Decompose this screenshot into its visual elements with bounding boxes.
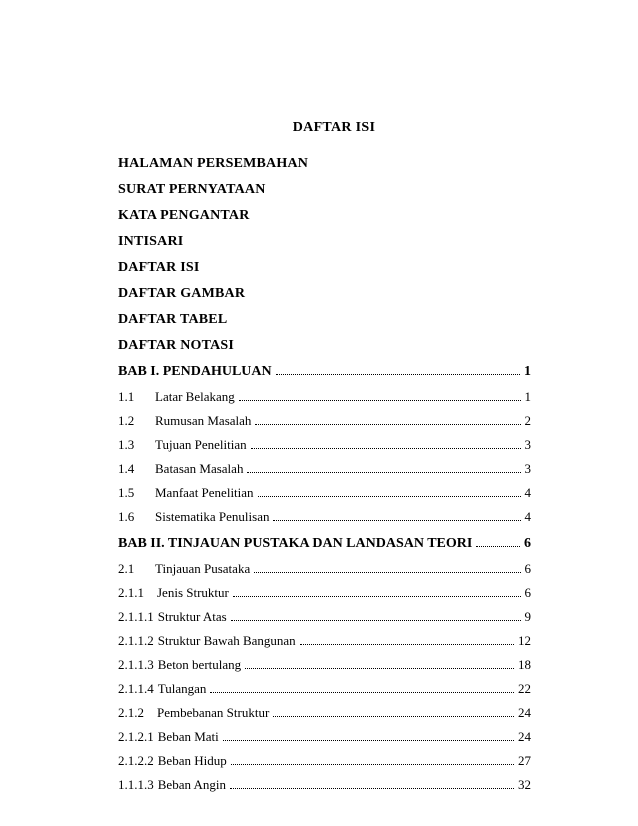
toc-number: 2.1.2.1 <box>118 729 154 744</box>
toc-label: Struktur Atas <box>157 609 227 624</box>
toc-entry <box>118 681 531 697</box>
leader-dots <box>230 787 514 789</box>
toc-page-number: 6 <box>524 536 531 551</box>
toc-page-number: 32 <box>518 777 531 792</box>
toc-page-number: 2 <box>524 413 531 428</box>
leader-dots <box>276 373 520 375</box>
leader-dots <box>258 495 521 497</box>
toc-number: 2.1.1.4 <box>118 681 154 696</box>
toc-label: Batasan Masalah <box>155 461 244 476</box>
leader-dots <box>210 691 514 693</box>
toc-number: 1.1.1.3 <box>118 777 154 792</box>
toc-entry <box>118 609 531 625</box>
front-matter-item: INTISARI <box>118 234 184 249</box>
toc-entry <box>118 461 531 477</box>
toc-label: Manfaat Penelitian <box>155 485 254 500</box>
toc-number: 2.1.2 <box>118 705 144 720</box>
toc-number: 1.1 <box>118 389 135 404</box>
toc-number: 2.1 <box>118 561 135 576</box>
leader-dots <box>476 545 520 547</box>
front-matter-item: DAFTAR NOTASI <box>118 338 235 353</box>
leader-dots <box>231 763 514 765</box>
front-matter-item: DAFTAR GAMBAR <box>118 286 246 301</box>
toc-page-number: 27 <box>518 753 531 768</box>
toc-chapter-entry <box>118 364 531 380</box>
toc-label: Struktur Bawah Bangunan <box>157 633 296 648</box>
toc-page-number: 1 <box>524 364 531 379</box>
leader-dots <box>273 715 514 717</box>
toc-number: 2.1.1 <box>118 585 144 600</box>
front-matter-item: HALAMAN PERSEMBAHAN <box>118 156 309 171</box>
toc-label: Latar Belakang <box>155 389 235 404</box>
toc-entry <box>118 561 531 577</box>
toc-label: Tujuan Penelitian <box>155 437 247 452</box>
toc-entry <box>118 509 531 525</box>
toc-entry <box>118 389 531 405</box>
toc-entry <box>118 753 531 769</box>
toc-page-number: 18 <box>518 657 531 672</box>
leader-dots <box>223 739 514 741</box>
toc-label: Beban Angin <box>157 777 226 792</box>
front-matter-item: SURAT PERNYATAAN <box>118 182 266 197</box>
toc-page-number: 4 <box>524 485 531 500</box>
front-matter-item: DAFTAR ISI <box>118 260 200 275</box>
leader-dots <box>254 571 520 573</box>
toc-number: 2.1.1.2 <box>118 633 154 648</box>
toc-page-number: 6 <box>524 561 531 576</box>
toc-number: 2.1.1.3 <box>118 657 154 672</box>
toc-number: 1.3 <box>118 437 135 452</box>
front-matter-item: KATA PENGANTAR <box>118 208 250 223</box>
toc-label: Pembebanan Struktur <box>157 705 270 720</box>
toc-page-number: 3 <box>524 437 531 452</box>
leader-dots <box>255 423 520 425</box>
leader-dots <box>231 619 521 621</box>
leader-dots <box>247 471 520 473</box>
toc-label: Tinjauan Pusataka <box>155 561 251 576</box>
toc-entry <box>118 485 531 501</box>
leader-dots <box>233 595 521 597</box>
toc-number: 1.4 <box>118 461 135 476</box>
toc-chapter-entry <box>118 536 531 552</box>
toc-page-number: 3 <box>524 461 531 476</box>
toc-label: Rumusan Masalah <box>155 413 252 428</box>
toc-label: Jenis Struktur <box>157 585 229 600</box>
toc-entry <box>118 657 531 673</box>
leader-dots <box>239 399 521 401</box>
front-matter-item: DAFTAR TABEL <box>118 312 228 327</box>
toc-number: 2.1.1.1 <box>118 609 154 624</box>
toc-label: Beban Hidup <box>157 753 227 768</box>
toc-label: Beban Mati <box>157 729 219 744</box>
toc-label: BAB I. PENDAHULUAN <box>118 364 272 379</box>
page-title: DAFTAR ISI <box>292 120 376 135</box>
leader-dots <box>251 447 521 449</box>
toc-page-number: 1 <box>524 389 531 404</box>
toc-entry <box>118 585 531 601</box>
toc-entry <box>118 705 531 721</box>
leader-dots <box>273 519 520 521</box>
toc-number: 1.6 <box>118 509 135 524</box>
leader-dots <box>245 667 514 669</box>
toc-page-number: 24 <box>518 729 531 744</box>
toc-entry <box>118 729 531 745</box>
toc-page-number: 24 <box>518 705 531 720</box>
toc-page-number: 4 <box>524 509 531 524</box>
toc-label: BAB II. TINJAUAN PUSTAKA DAN LANDASAN TEORI <box>118 536 473 551</box>
toc-entry <box>118 633 531 649</box>
toc-entry <box>118 437 531 453</box>
toc-page-number: 6 <box>524 585 531 600</box>
toc-number: 2.1.2.2 <box>118 753 154 768</box>
leader-dots <box>300 643 514 645</box>
toc-page-number: 9 <box>524 609 531 624</box>
toc-entry <box>118 777 531 793</box>
toc-page-number: 22 <box>518 681 531 696</box>
toc-number: 1.5 <box>118 485 135 500</box>
toc-number: 1.2 <box>118 413 135 428</box>
toc-label: Sistematika Penulisan <box>155 509 270 524</box>
toc-entry <box>118 413 531 429</box>
toc-label: Tulangan <box>157 681 207 696</box>
toc-page-number: 12 <box>518 633 531 648</box>
toc-label: Beton bertulang <box>157 657 242 672</box>
